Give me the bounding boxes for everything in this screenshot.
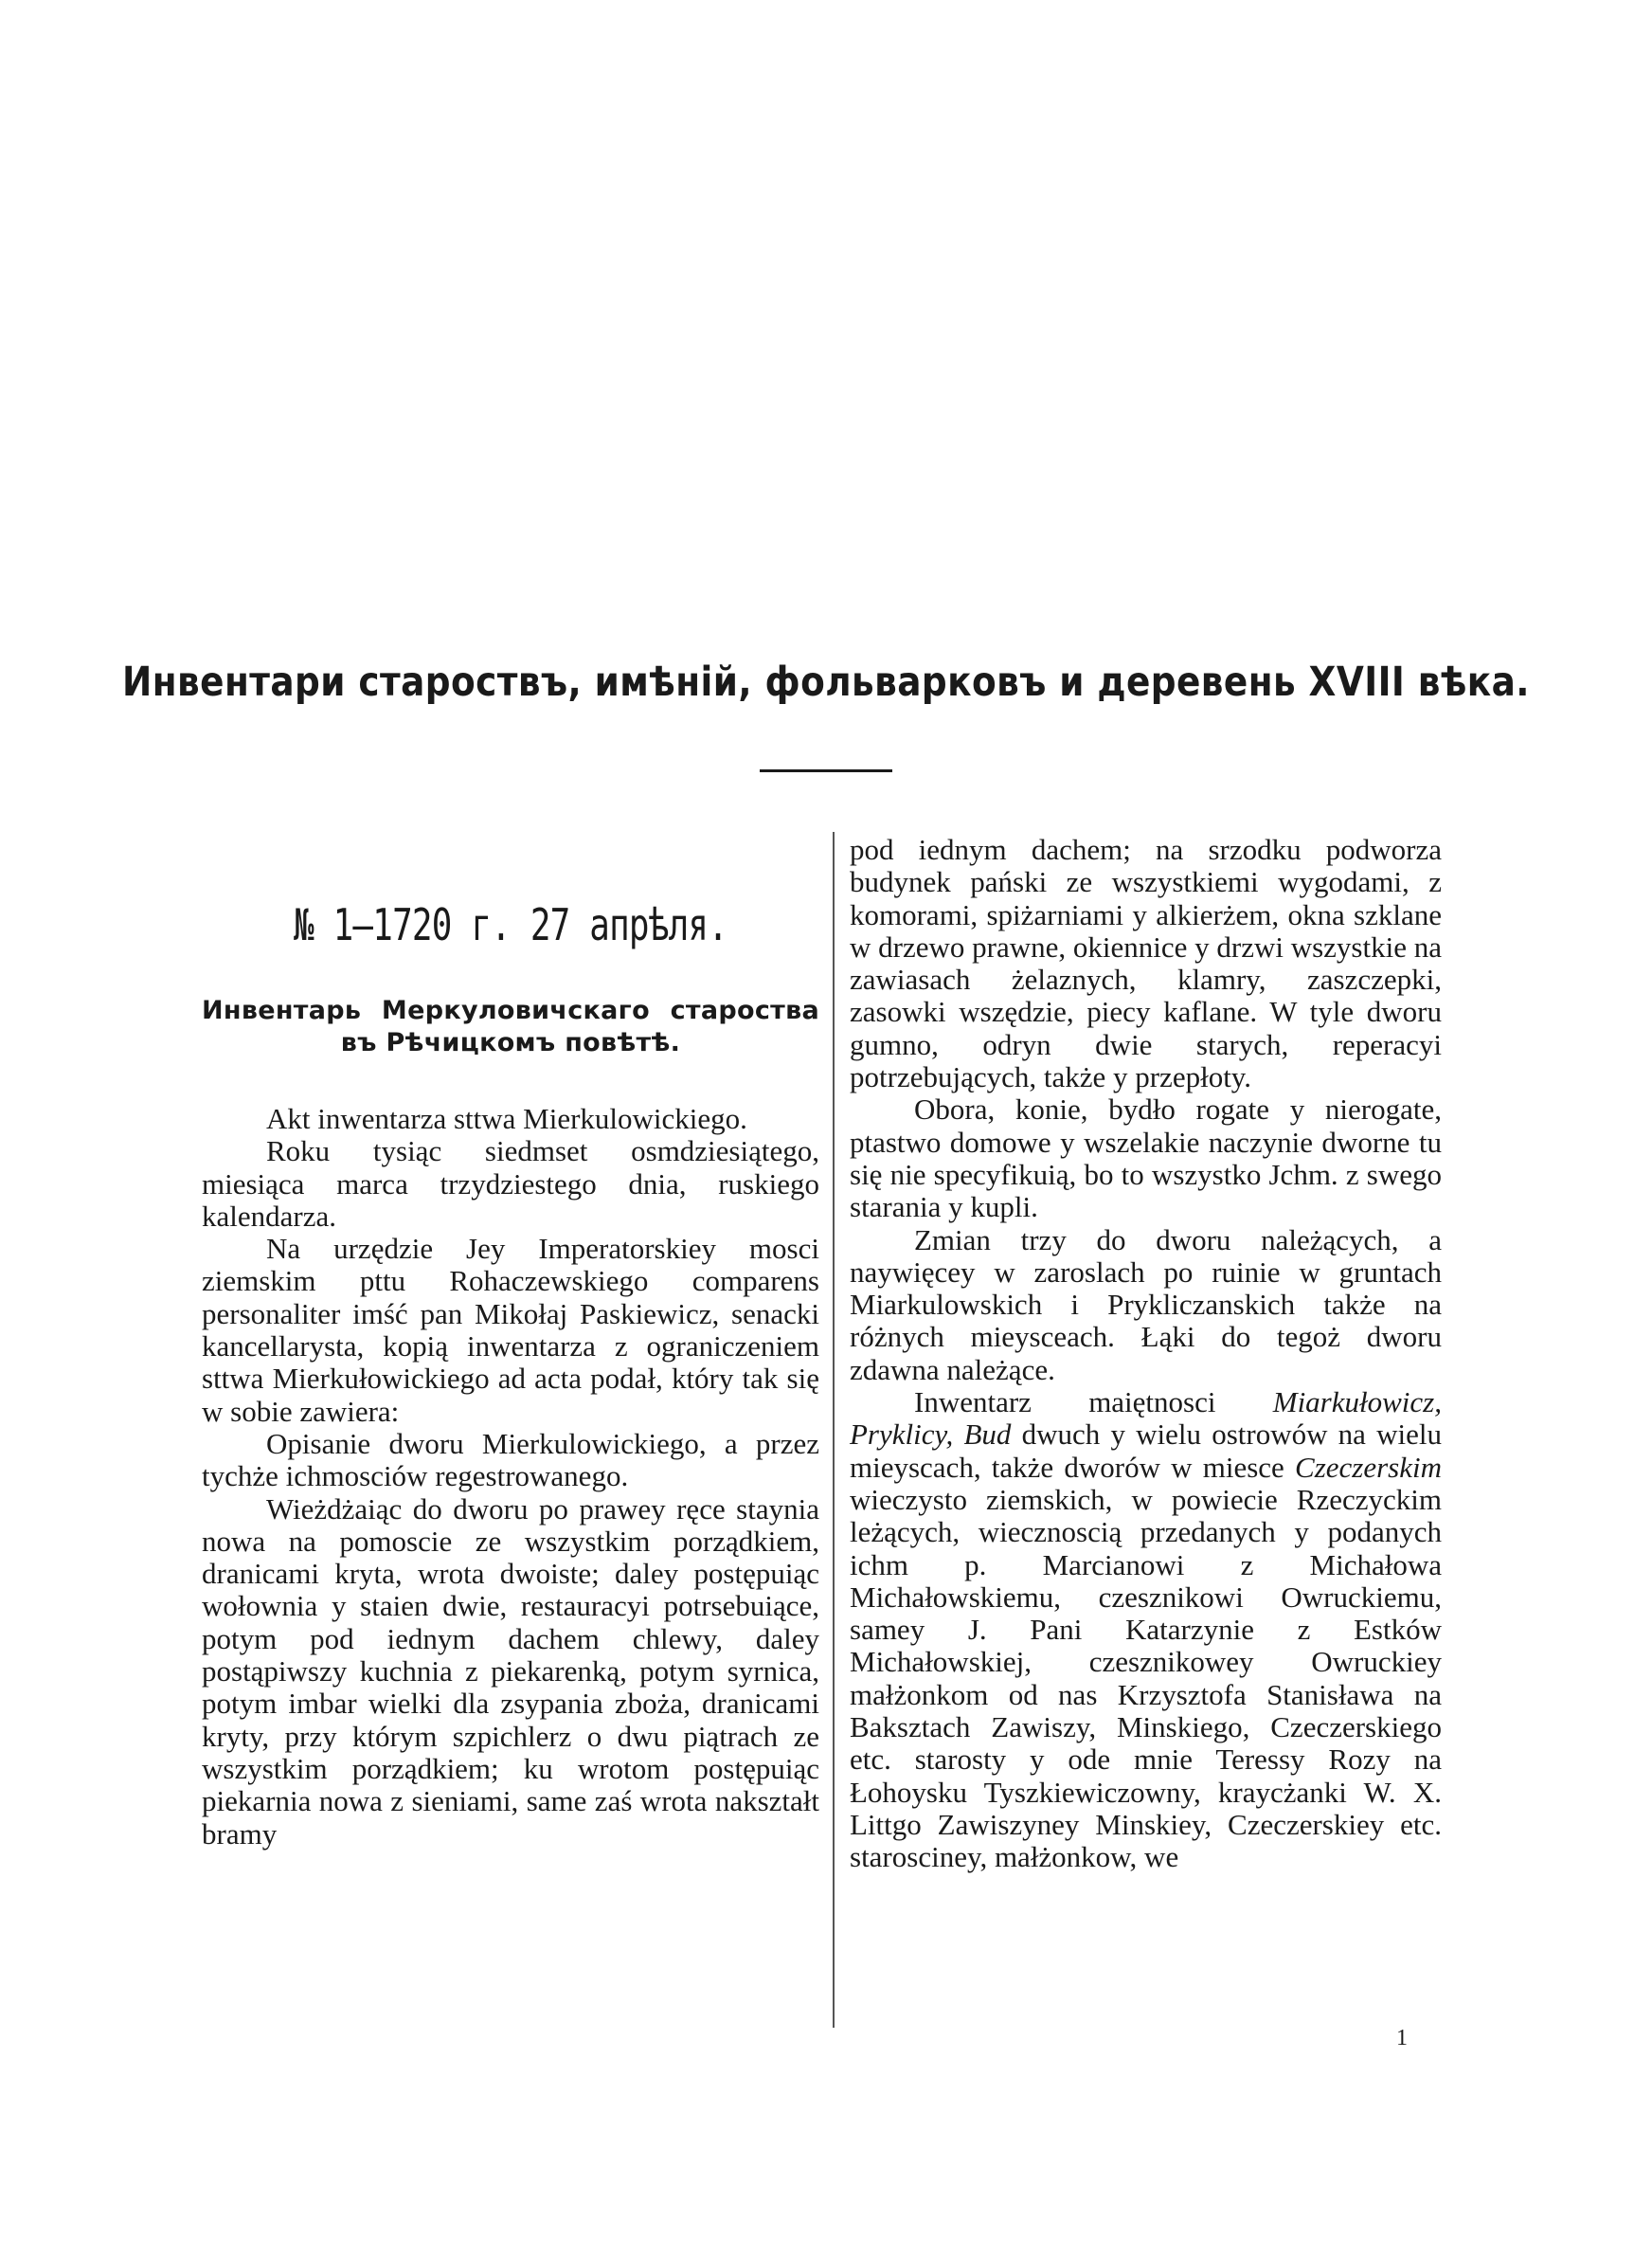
- paragraph-office: Na urzędzie Jey Imperatorskiey mosci ziemskim pttu Rohaczewskiego comparens personaliter imść pan Mikołaj Paskiewicz, senacki kancellarysta, kopią inwentarza z ograniczeniem sttwa Mierkułowickiego ad acta podał, który tak się w sobie zawiera:: [202, 1232, 819, 1428]
- title-divider: [760, 769, 892, 772]
- document-heading: Инвентарь Меркуловичскаго староства въ Рѣчицкомъ повѣтѣ.: [202, 996, 819, 1057]
- paragraph-description-title: Opisanie dworu Mierkulowickiego, a przez tychże ichmosciów regestrowanego.: [202, 1426, 819, 1493]
- paragraph-manor-house: pod iednym dachem; na srzodku podworza budynek pański ze wszystkiemi wygodami, z komorami, spiżarniami y alkierżem, okna szklane w drzewo prawne, okiennice y drzwi wszystkie na zawiasach żelaznych, klamry, zaszczepki, zasowki wszędzie, piecy kaflane. W tyle dworu gumno, odryn dwie starych, reperacyi potrzebujących, także y przepłoty.: [850, 833, 1442, 1094]
- heading-gap: [202, 1059, 819, 1103]
- paragraph-livestock: Obora, konie, bydło rogate y nierogate, ptastwo domowe y wszelakie naczynie dworne tu się nie specyfikuią, bo to wszystko Jchm. z swego starania y kupli.: [850, 1092, 1442, 1224]
- place-name-czeczersk: Czeczerskim: [1295, 1450, 1442, 1484]
- page-title: Инвентари староствъ, имѣній, фольварковъ и деревень XVIII вѣка.: [122, 659, 1530, 706]
- inventory-text-c: wieczysto ziemskich, w powiecie Rzeczyckim leżących, wiecznoscią przedanych y podanych ichm p. Marcianowi z Michałowa Michałowskiemu, czesznikowi Owruckiemu, samey J. Pani Katarzynie z Estków Michałowskiej, czesznikowey Owruckiey małżonkom od nas Krzysztofa Stanisława na Baksztach Zawiszy, Minskiego, Czeczerskiego etc. starosty y ode mnie Teressy Rozy na Łohoysku Tyszkiewiczowny, kraycżanki W. X. Littgo Zawiszyney Minskiey, Czeczerskiey etc. staroscinеy, małżonkow, we: [850, 1482, 1442, 1874]
- paragraph-fields: Zmian trzy do dworu należących, a naywięcey w zaroslach po ruinie w gruntach Miarkulowskich i Prykliczanskich także na różnych mieysceach. Łąki do tegoż dworu zdawna należące.: [850, 1222, 1442, 1386]
- paragraph-buildings: Wieżdżaiąc do dworu po prawey ręce staynia nowa na pomoscie ze wszystkim porządkiem, dranicami kryta, wrota dwoiste; daley postępuiąc wołownia y staien dwie, restauracyi potrsebuiące, potym pod iednym dachem chlewy, daley postąpiwszy kuchnia z piekarenką, potym syrnica, potym imbar wielki dla zsypania zboża, dranicami kryty, przy którym szpichlerz o dwu piątrach ze wszystkim porządkiem; ku wrotom postępuiąc piekarnia nowa z sieniami, same zaś wrota nakształt bramy: [202, 1491, 819, 1851]
- inventory-text-a: Inwentarz maiętnosci: [914, 1385, 1273, 1419]
- right-column: [850, 834, 1442, 1874]
- paragraph-act-title: Akt inwentarza sttwa Mierkulowickiego.: [266, 1102, 747, 1135]
- document-number: № 1—1720 г. 27 апрѣля.: [293, 899, 728, 950]
- paragraph-inventory: [850, 1386, 1442, 1873]
- paragraph-date: Roku tysiąc siedmset osmdziesiątego, miesiąca marca trzydziestego dnia, ruskiego kalendarza.: [202, 1134, 819, 1233]
- left-column: [202, 834, 819, 1851]
- inventory-text-b: dwuch y wielu ostrowów na wielu mieyscach, także dworów w miesce: [850, 1417, 1442, 1484]
- column-divider: [833, 832, 835, 2028]
- page-number: 1: [1396, 2026, 1408, 2050]
- place-names-italic: Miarkułowicz, Pryklicy, Bud: [850, 1385, 1442, 1452]
